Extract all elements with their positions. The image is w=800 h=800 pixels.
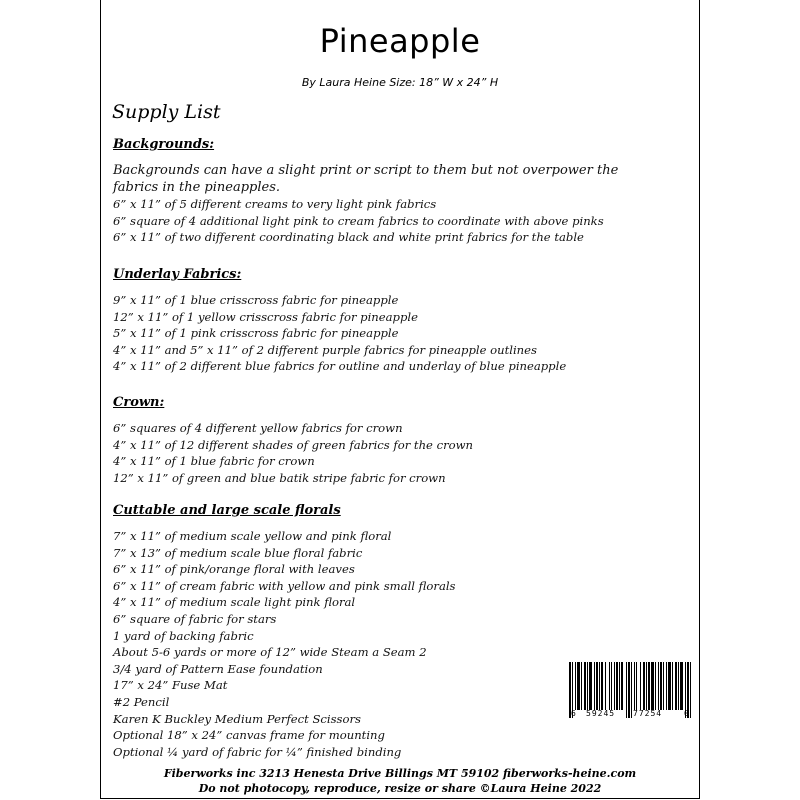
barcode-bar xyxy=(631,662,632,718)
list-item: Backgrounds can have a slight print or script to them but not overpower the xyxy=(113,163,619,178)
barcode-bar xyxy=(609,662,610,710)
barcode-bar xyxy=(601,662,603,710)
footer-address: Fiberworks inc 3213 Henesta Drive Billings MT 59102 fiberworks-heine.com xyxy=(163,767,637,780)
barcode-bar xyxy=(655,662,656,710)
crown-list xyxy=(113,420,473,486)
backgrounds-heading: Backgrounds: xyxy=(113,137,215,152)
barcode-bar xyxy=(678,662,679,710)
barcode-bar xyxy=(596,662,598,710)
florals-heading: Cuttable and large scale florals xyxy=(113,503,341,518)
barcode-bar xyxy=(577,662,580,710)
barcode-bar xyxy=(680,662,683,710)
footer-copyright: Do not photocopy, reproduce, resize or share ©Laura Heine 2022 xyxy=(198,782,602,795)
barcode-bar xyxy=(628,662,630,718)
list-item: 6” square of 4 additional light pink to cream fabrics to coordinate with above pinks xyxy=(113,213,604,228)
crown-heading: Crown: xyxy=(113,395,165,410)
barcode-digit-left: 6 xyxy=(571,709,576,718)
list-item: 4” x 11” and 5” x 11” of 2 different purple fabrics for pineapple outlines xyxy=(113,342,537,357)
barcode-bar xyxy=(581,662,582,710)
list-item: 4” x 11” of 1 blue fabric for crown xyxy=(113,454,315,469)
underlay-heading: Underlay Fabrics: xyxy=(113,267,242,282)
pattern-title: Pineapple xyxy=(319,22,481,60)
barcode-bar xyxy=(648,662,650,710)
barcode-bar xyxy=(658,662,659,710)
barcode-bar xyxy=(594,662,595,710)
backgrounds-list xyxy=(113,163,618,246)
list-item: 5” x 11” of 1 pink crisscross fabric for pineapple xyxy=(113,326,399,341)
barcode-bar xyxy=(575,662,576,710)
barcode-bar xyxy=(660,662,662,710)
list-item: 6” squares of 4 different yellow fabrics for crown xyxy=(113,421,403,435)
barcode-bar xyxy=(616,662,618,710)
barcode-bar xyxy=(611,662,612,710)
barcode-bar xyxy=(636,662,637,710)
barcode-bar xyxy=(621,662,623,710)
list-item: 6” x 11” of cream fabric with yellow and pink small florals xyxy=(113,578,456,593)
barcode-bar xyxy=(626,662,627,718)
barcode-bar xyxy=(589,662,592,710)
list-item: Optional 18” x 24” canvas frame for mounting xyxy=(113,728,385,743)
list-item: Karen K Buckley Medium Perfect Scissors xyxy=(113,711,361,726)
barcode-group-1: 59245 xyxy=(586,709,616,718)
underlay-list xyxy=(113,292,566,375)
barcode-bar xyxy=(584,662,586,710)
supply-list-heading: Supply List xyxy=(112,101,221,123)
list-item: 4” x 11” of 12 different shades of green fabrics for the crown xyxy=(113,437,474,452)
list-item: Optional ¼ yard of fabric for ¼” finished binding xyxy=(113,744,402,759)
barcode-bar xyxy=(634,662,635,710)
barcode-bar xyxy=(675,662,677,710)
barcode-bar xyxy=(587,662,588,710)
pattern-byline: By Laura Heine Size: 18” W x 24” H xyxy=(301,76,499,89)
list-item: 7” x 13” of medium scale blue floral fabric xyxy=(113,545,363,560)
list-item: 12” x 11” of green and blue batik stripe fabric for crown xyxy=(113,470,446,485)
barcode-bar xyxy=(643,662,645,710)
list-item: 1 yard of backing fabric xyxy=(113,628,254,643)
list-item: 4” x 11” of medium scale light pink floral xyxy=(113,595,356,610)
barcode-bar xyxy=(619,662,620,710)
barcode-digit-right: 0 xyxy=(684,709,689,718)
list-item: 12” x 11” of 1 yellow crisscross fabric for pineapple xyxy=(113,309,418,324)
list-item: 6” square of fabric for stars xyxy=(113,611,277,626)
list-item: 17” x 24” Fuse Mat xyxy=(113,678,228,693)
list-item: 6” x 11” of 5 different creams to very light pink fabrics xyxy=(113,197,437,212)
barcode-bar xyxy=(605,662,606,710)
barcode-bar xyxy=(599,662,600,710)
list-item: 6” x 11” of two different coordinating black and white print fabrics for the table xyxy=(113,230,584,245)
barcode-bar xyxy=(646,662,647,710)
barcode-bar xyxy=(663,662,664,710)
list-item: fabrics in the pineapples. xyxy=(113,179,281,195)
list-item: 4” x 11” of 2 different blue fabrics for outline and underlay of blue pineapple xyxy=(113,359,567,374)
barcode-bar xyxy=(672,662,673,710)
barcode-bar xyxy=(614,662,615,710)
barcode-bar xyxy=(651,662,654,710)
barcode-bar xyxy=(640,662,641,710)
list-item: 3/4 yard of Pattern Ease foundation xyxy=(113,661,323,676)
barcode-bar xyxy=(668,662,671,710)
list-item: #2 Pencil xyxy=(113,694,170,709)
list-item: 9” x 11” of 1 blue crisscross fabric for pineapple xyxy=(113,293,399,307)
list-item: 7” x 11” of medium scale yellow and pink floral xyxy=(113,529,392,543)
barcode-bar xyxy=(666,662,667,710)
florals-list xyxy=(113,528,456,760)
list-item: 6” x 11” of pink/orange floral with leaves xyxy=(113,562,355,577)
barcode-bar xyxy=(690,662,691,718)
barcode-group-2: 77254 xyxy=(633,709,663,718)
list-item: About 5-6 yards or more of 12” wide Steam a Seam 2 xyxy=(113,645,427,660)
